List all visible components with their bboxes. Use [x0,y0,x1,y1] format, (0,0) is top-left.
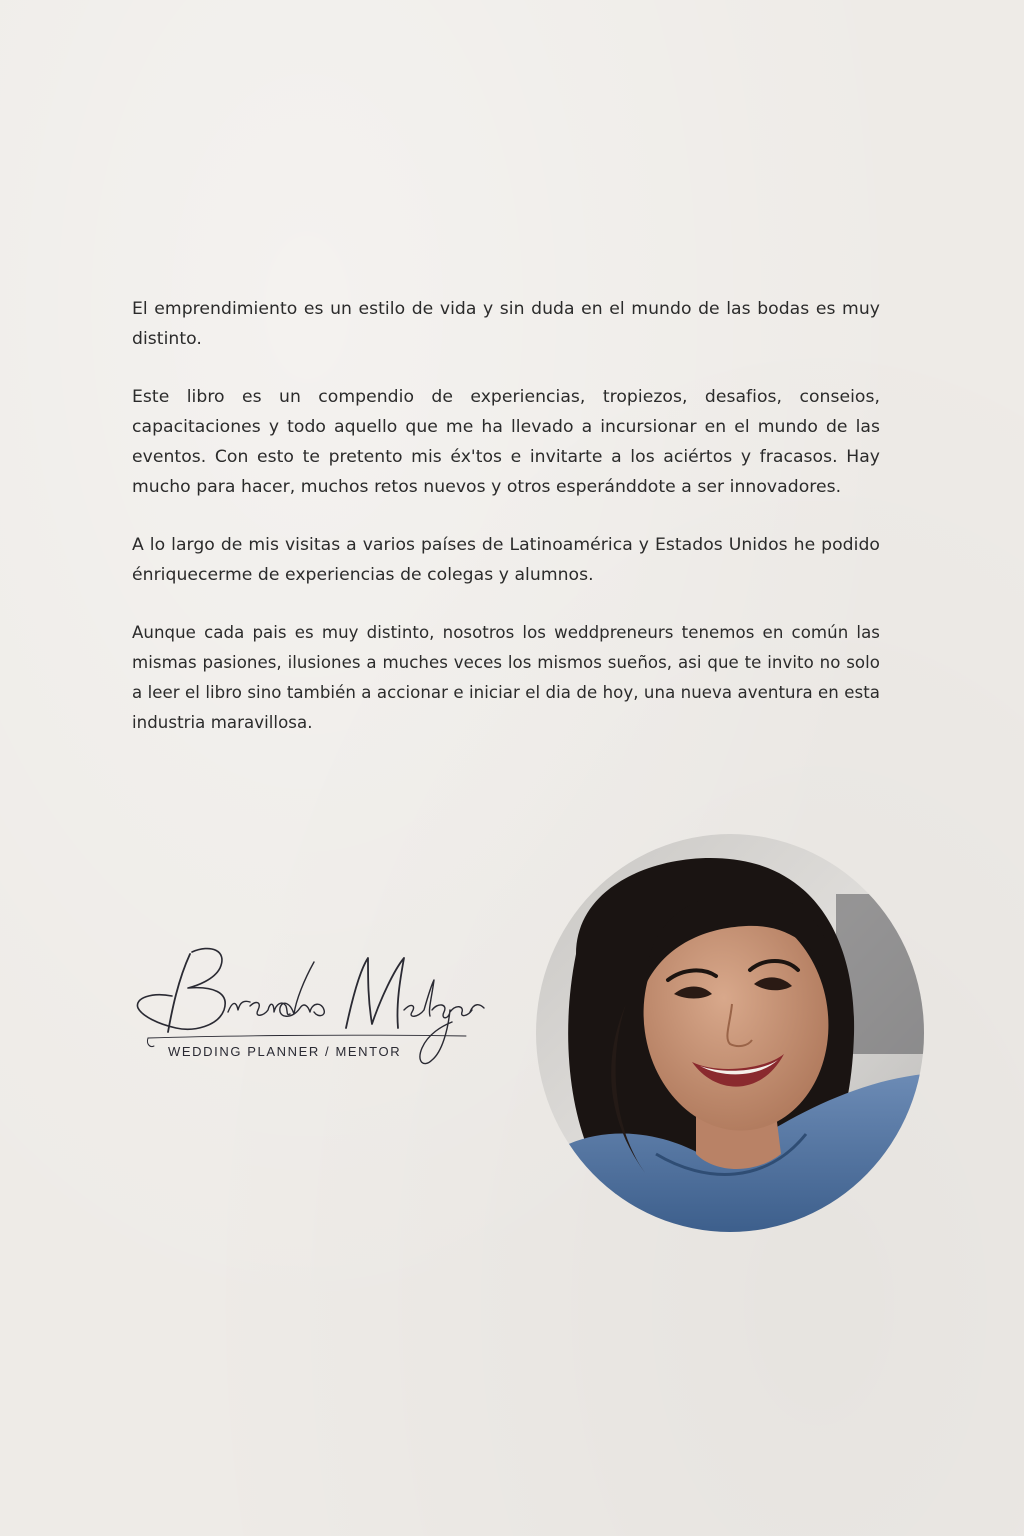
paragraph-2: Este libro es un compendio de experiencias, tropiezos, desafios, conseios, capacitaciones y todo aquello que me ha llevado a incursionar en el mundo de las eventos. Con esto te pretento mis éx'tos e invitarte a los aciértos y fracasos. Hay mucho para hacer, muchos retos nuevos y otros esperánddote a ser innovadores. [132,387,880,497]
paragraph-4: Aunque cada pais es muy distinto, nosotros los weddpreneurs tenemos en común las mismas pasiones, ilusiones a muches veces los mismos sueños, asi que te invito no solo a leer el libro sino también a accionar e iniciar el dia de hoy, una nueva aventura en esta industria maravillosa. [132,623,880,732]
intro-text [132,294,880,766]
handwritten-signature [132,940,492,1080]
paragraph-3: A lo largo de mis visitas a varios países de Latinoamérica y Estados Unidos he podido énriquecerme de experiencias de colegas y alumnos. [132,535,880,585]
paragraph-1: El emprendimiento es un estilo de vida y sin duda en el mundo de las bodas es muy distinto. [132,299,880,349]
portrait-icon [536,834,924,1232]
signature-block [132,940,492,1080]
signature-title: WEDDING PLANNER / MENTOR [168,1044,402,1059]
portrait-photo [536,834,924,1232]
